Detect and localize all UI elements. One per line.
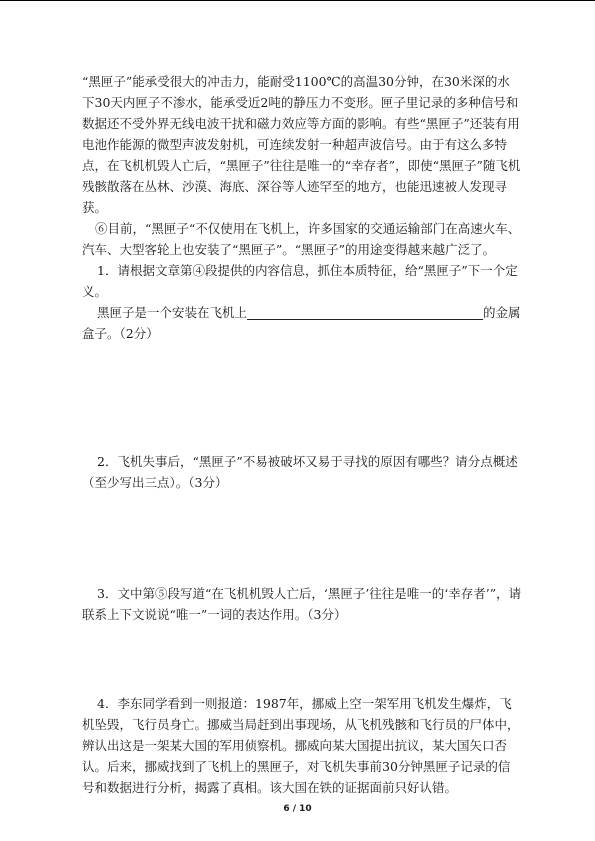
question-4: 4．李东同学看到一则报道：1987年，挪威上空一架军用飞机发生爆炸，飞机坠毁，飞行员身亡。挪威当局赶到出事现场，从飞机残骸和飞行员的尸体中，辨认出这是一架某大国的军用侦察机。挪威向某大国提出抗议，某大国矢口否认。后来，挪威找到了飞机上的黑匣子，对飞机失事前30分钟黑匣子记录的信号和数据进行分析，揭露了真相。该大国在铁的证据面前只好认错。 [82, 696, 520, 795]
top-rule [0, 0, 595, 1]
passage-paragraph-4-continued: “黑匣子”能承受很大的冲击力，能耐受1100℃的高温30分钟，在30米深的水下30天内匣子不渗水，能承受近2吨的静压力不变形。匣子里记录的多种信号和数据还不受外界无线电波干扰和磁力效应等方面的影响。有些“黑匣子”还装有用电池作能源的微型声波发射机，可连续发射一种超声波信号。由于有这么多特点，在飞机机毁人亡后，“黑匣子”往往是唯一的“幸存者”，即使“黑匣子”随飞机残骸散落在丛林、沙漠、海底、深谷等人迹罕至的地方，也能迅速被人发现寻获。 [82, 74, 521, 215]
answer-space-2 [82, 493, 522, 583]
page-number: 6 / 10 [283, 804, 312, 814]
document-body [82, 71, 522, 798]
question-1: 1．请根据文章第④段提供的内容信息，抓住本质特征，给“黑匣子”下一个定义。 [82, 263, 518, 299]
answer-space-1 [82, 344, 522, 451]
q1-prefix: 黑匣子是一个安装在飞机上 [97, 305, 248, 320]
answer-blank[interactable] [247, 305, 483, 320]
answer-space-3 [82, 625, 522, 693]
question-3: 3．文中第⑤段写道“在飞机机毁人亡后，‘黑匣子’往往是唯一的‘幸存者’”，请联系上下文说说“唯一”一词的表达作用。（3分） [82, 586, 522, 622]
q1-suffix: 的金属盒子。（2分） [82, 305, 521, 341]
passage-paragraph-6: ⑥目前，“黑匣子“不仅使用在飞机上，许多国家的交通运输部门在高速火车、汽车、大型客轮上也安装了“黑匣子”。“黑匣子”的用途变得越来越广泛了。 [82, 221, 521, 257]
question-1-answer-line [82, 302, 522, 344]
question-2: 2．飞机失事后，“黑匣子”不易被破坏又易于寻找的原因有哪些？请分点概述（至少写出三点）。（3分） [82, 454, 518, 490]
